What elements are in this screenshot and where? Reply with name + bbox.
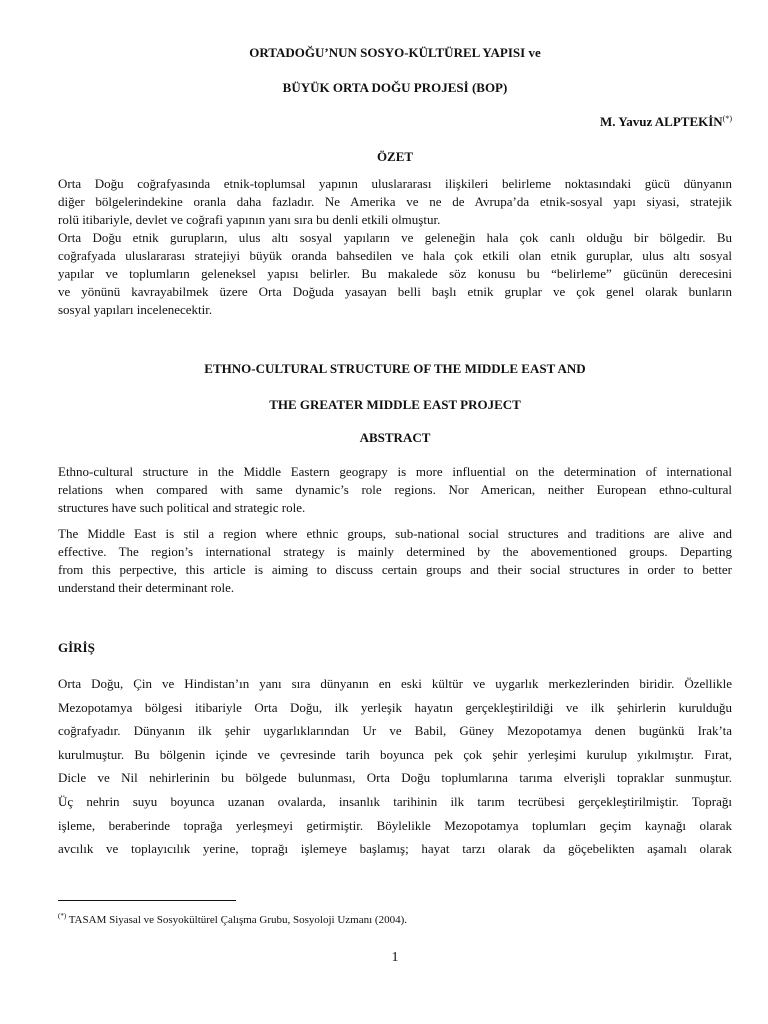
author: [600, 114, 732, 130]
ozet-paragraph-2: [58, 230, 732, 320]
text-line: sosyal yapıları incelenecektir.: [58, 302, 213, 317]
text-line: from this perpective, this article is aiming to discuss certain groups and their social structures in order to better: [58, 562, 732, 577]
text-line: structures have such political and strategic role.: [58, 500, 306, 515]
ozet-paragraph-1: [58, 176, 732, 230]
footnote: [58, 914, 407, 926]
giris-heading: GİRİŞ: [58, 640, 95, 655]
text-line: ve yönünü kavrayabilmek üzere Orta Doğuda yasayan belli başlı etnik gruplar ve çok genel olarak bunların: [58, 284, 732, 299]
text-line: understand their determinant role.: [58, 580, 235, 595]
text-line: Mezopotamya bölgesi itibariyle Orta Doğu, ilk yerleşik hayatın gerçekleştirildiği ve ilk şehirlerin kurulduğu: [58, 699, 732, 715]
author-footnote-marker[interactable]: (*): [722, 114, 732, 123]
title-line-2: BÜYÜK ORTA DOĞU PROJESİ (BOP): [282, 80, 508, 95]
english-title-line-1: ETHNO-CULTURAL STRUCTURE OF THE MIDDLE EAST AND: [204, 361, 586, 376]
text-line: kurulmuştur. Bu bölgenin içinde ve çevresinde tarih boyunca pek çok şehir yerleşimi kurulup yıkılmıştır. Fırat,: [58, 746, 732, 762]
text-line: yapılar ve toplumların geleneksel yapısı belirler. Bu makalede söz konusu bu “belirleme” gücünün derecesini: [58, 266, 732, 281]
text-line: The Middle East is stil a region where ethnic groups, sub-national social structures and traditions are alive and: [58, 526, 732, 541]
text-line: effective. The region’s international strategy is mainly determined by the abovementioned groups. Departing: [58, 544, 732, 559]
text-line: Orta Doğu, Çin ve Hindistan’ın yanı sıra dünyanın en eski kültür ve uygarlık merkezlerinden biridir. Özellikle: [58, 676, 732, 691]
footnote-marker: (*): [58, 912, 67, 920]
text-line: Üç nehrin suyu boyunca uzanan ovalarda, insanlık tarihinin ilk tarım tecrübesi gerçekleştirilmiştir. Toprağı: [58, 793, 732, 809]
text-line: avcılık ve toplayıcılık yerine, toprağı işlemeye başlamış; hayat tarzı olarak da göçebelikten aşamalı olarak: [58, 841, 732, 857]
abstract-heading: ABSTRACT: [359, 430, 431, 445]
text-line: coğrafyada uluslararası stratejiyi büyük oranda bahsedilen ve hala çok etkili olan etnik guruplar, ulus altı sosyal: [58, 248, 732, 263]
giris-paragraph: [58, 672, 732, 861]
text-line: Orta Doğu coğrafyasında etnik-toplumsal yapının uluslararası ilişkileri belirleme noktasındaki gücü dünyanın: [58, 176, 732, 191]
text-line: diğer bölgelerindekine oranla daha fazladır. Ne Amerika ve ne de Avrupa’da etnik-sosyal yapı siyasi, stratejik: [58, 194, 732, 209]
footnote-text: TASAM Siyasal ve Sosyokültürel Çalışma Grubu, Sosyoloji Uzmanı (2004).: [66, 914, 407, 926]
text-line: coğrafyadır. Dünyanın ilk şehir uygarlıklarından Ur ve Babil, Güney Mezopotamya denen bugünkü Irak’ta: [58, 723, 732, 739]
text-line: Dicle ve Nil nehirlerinin bu bölgede bulunması, Orta Doğu toplumlarına tarıma elverişli topraklar sunmuştur.: [58, 770, 732, 786]
ozet-heading: ÖZET: [376, 149, 414, 164]
english-title-line-2: THE GREATER MIDDLE EAST PROJECT: [269, 397, 521, 412]
text-line: Ethno-cultural structure in the Middle Eastern geograpy is more influential on the determination of international: [58, 464, 732, 479]
page-number: 1: [391, 950, 399, 965]
footnote-divider: [58, 900, 236, 901]
text-line: relations when compared with same dynamic’s role regions. Nor American, neither European ethno-cultural: [58, 482, 732, 497]
abstract-paragraph-2: [58, 526, 732, 598]
text-line: rolü itibariyle, devlet ve coğrafi yapının yanı sıra bu denli etkili olmuştur.: [58, 212, 441, 227]
abstract-paragraph-1: [58, 464, 732, 518]
document-page: [58, 0, 732, 1024]
title-line-1: ORTADOĞU’NUN SOSYO-KÜLTÜREL YAPISI ve: [249, 45, 541, 60]
text-line: işleme, beraberinde toprağa yerleşmeyi getirmiştir. Böylelikle Mezopotamya toplumları geçim kaynağı olarak: [58, 817, 732, 833]
text-line: Orta Doğu etnik gurupların, ulus altı sosyal yapıların ve geleneğin hala çok canlı olduğu bir bölgedir. Bu: [58, 230, 732, 245]
author-name: M. Yavuz ALPTEKİN: [600, 114, 723, 129]
